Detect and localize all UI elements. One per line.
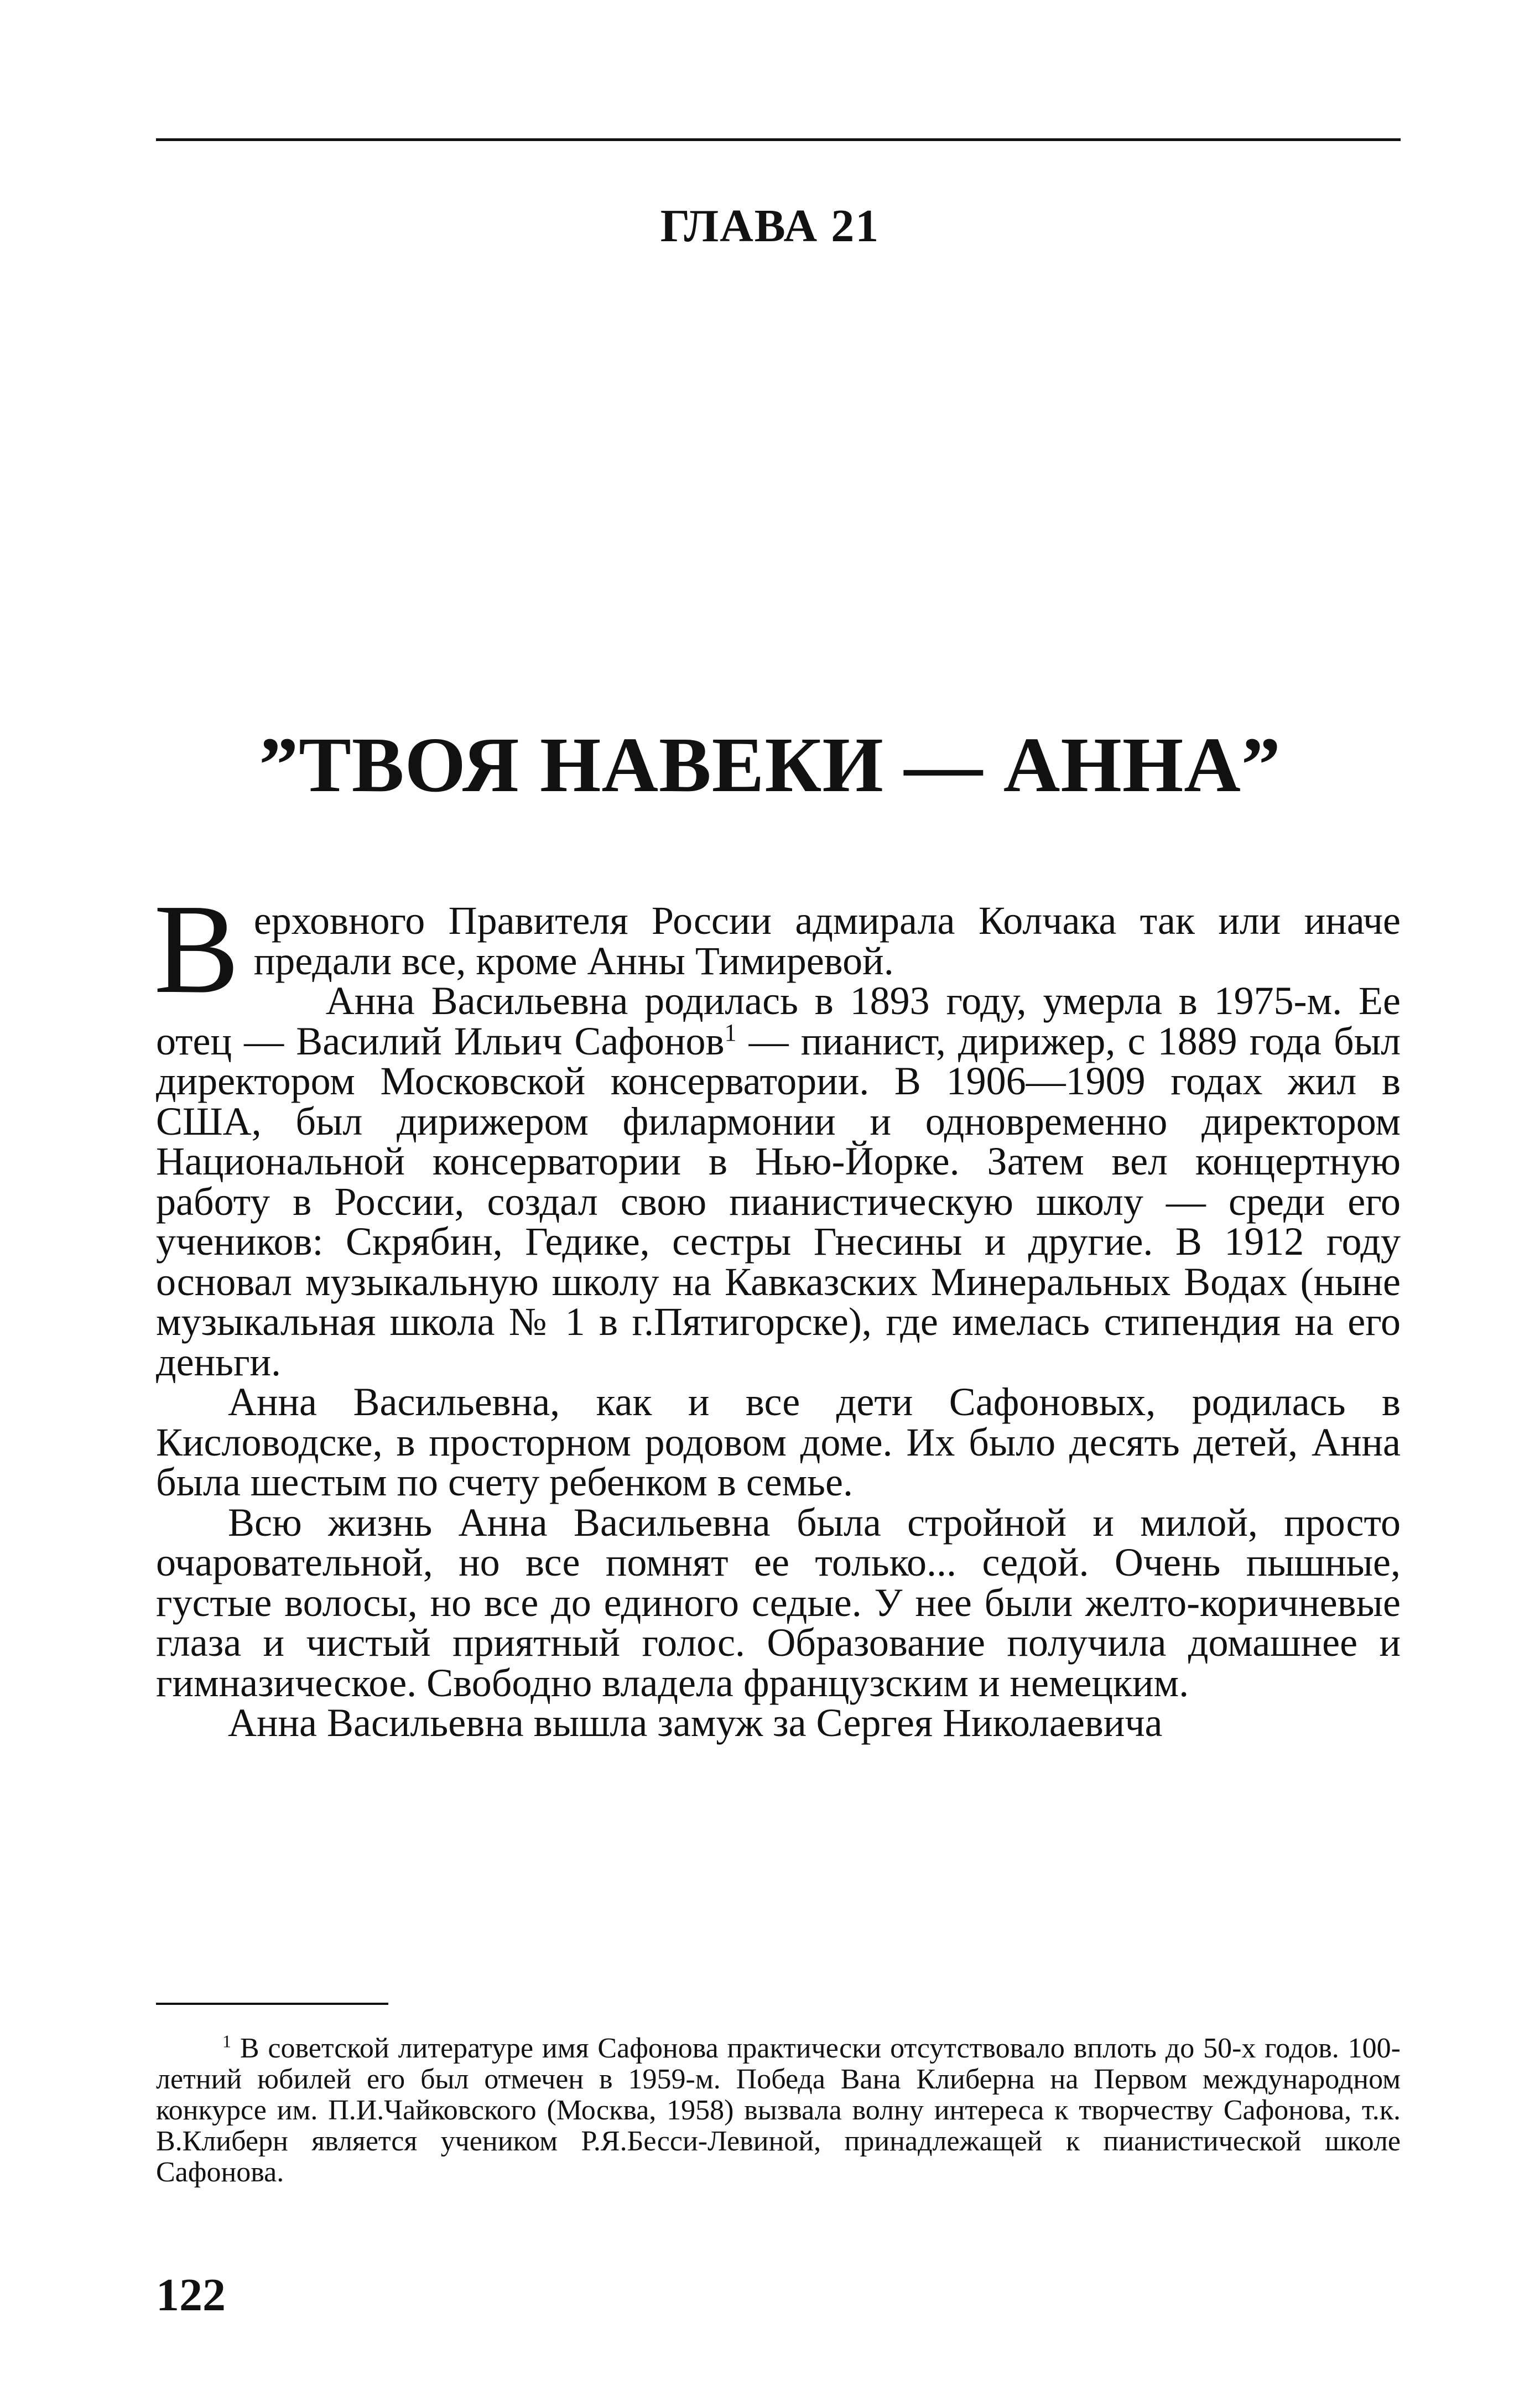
- body-text: [154, 878, 1401, 1745]
- footnote-reference: 1: [724, 1018, 737, 1046]
- paragraph-2: [156, 981, 1401, 1382]
- chapter-heading: ГЛАВА 21: [660, 200, 880, 252]
- paragraph-3: Анна Васильевна, как и все дети Сафоновых, родилась в Кисловодске, в просторном родовом доме. Их было десять детей, Анна была шестым по счету ребенком в семье.: [156, 1380, 1401, 1504]
- drop-cap: В: [154, 878, 240, 1020]
- paragraph-1: [154, 878, 1401, 1020]
- footnote: [156, 2033, 1401, 2188]
- paragraph-2-text-b: — пианист, дирижер, с 1889 года был директором Московской консерватории. В 1906—1909 годах жил в США, был дирижером филармонии и одновременно директором Национальной консерватории в Нью-Йорке. Затем вел концертную работу в России, создал свою пианистическую школу — среди его учеников: Скрябин, Гедике, сестры Гнесины и другие. В 1912 году основал музыкальную школу на Кавказских Минеральных Водах (ныне музыкальная школа № 1 в г.Пятигорске), где имелась стипендия на его деньги.: [156, 1018, 1401, 1384]
- paragraph-1-text: ерховного Правителя России адмирала Колчака так или иначе предали все, кроме Анны Тимиревой.: [253, 898, 1401, 983]
- footnote-text: В советской литературе имя Сафонова практически отсутствовало вплоть до 50-х годов. 100-летний юбилей его был отмечен в 1959-м. Победа Вана Клиберна на Первом международном конкурсе им. П.И.Чайковского (Москва, 1958) вызвала волну интереса к творчеству Сафонова, т.к. В.Клиберн является учеником Р.Я.Бесси-Левиной, принадлежащей к пианистической школе Сафонова.: [156, 2033, 1401, 2188]
- footnote-mark: 1: [222, 2031, 231, 2051]
- page-number: 122: [156, 2269, 226, 2321]
- paragraph-2-text-a: Анна Васильевна родилась в 1893 году, умерла в 1975-м. Ее отец — Василий Ильич Сафонов: [156, 979, 1401, 1063]
- chapter-title: ”ТВОЯ НАВЕКИ — АННА”: [259, 721, 1281, 808]
- paragraph-4: Всю жизнь Анна Васильевна была стройной и милой, просто очаровательной, но все помнят ее только... седой. Очень пышные, густые волосы, но все до единого седые. У нее были желто-коричневые глаза и чистый приятный голос. Образование получила домашнее и гимназическое. Свободно владела французским и немецким.: [156, 1500, 1401, 1705]
- paragraph-5: Анна Васильевна вышла замуж за Сергея Николаевича: [228, 1701, 1163, 1745]
- footnote-rule: [156, 2003, 388, 2005]
- top-rule: [156, 138, 1401, 141]
